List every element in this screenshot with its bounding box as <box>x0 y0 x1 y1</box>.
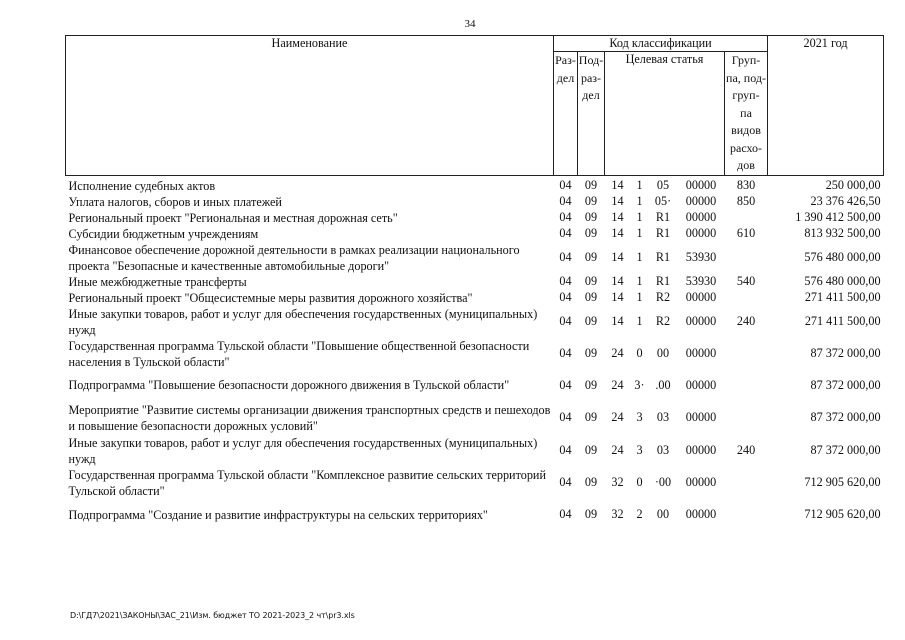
row-target-event: R1 <box>655 250 671 264</box>
row-podrazdel: 09 <box>584 314 598 328</box>
row-amount: 1 390 412 500,00 <box>795 210 881 224</box>
header-expense-group <box>725 52 768 176</box>
row-target-program: 14 <box>611 290 624 304</box>
row-razdel: 04 <box>559 443 572 457</box>
row-amount: 712 905 620,00 <box>804 507 881 521</box>
header-target-article: Целевая статья <box>605 52 725 176</box>
row-target-event: ·00 <box>654 475 672 489</box>
budget-table <box>65 35 884 531</box>
row-name: Иные закупки товаров, работ и услуг для обеспечения государственных (муниципальных) нужд <box>68 435 538 466</box>
row-expense-group <box>725 242 768 274</box>
table-row <box>66 210 884 226</box>
row-target-direction: 53930 <box>685 250 717 264</box>
table-row <box>66 338 884 370</box>
row-name: Государственная программа Тульской области "Повышение общественной безопасности населения в Тульской области" <box>68 338 530 369</box>
row-amount: 250 000,00 <box>825 178 881 192</box>
row-target-event: R1 <box>655 210 671 224</box>
row-target-subprogram: 0 <box>636 346 643 360</box>
row-razdel: 04 <box>559 210 572 224</box>
row-razdel: 04 <box>559 290 572 304</box>
row-target-subprogram: 1 <box>636 290 643 304</box>
table-row <box>66 435 884 467</box>
row-target-direction: 00000 <box>685 507 717 521</box>
header-razdel <box>554 52 578 176</box>
row-target-program: 32 <box>611 507 624 521</box>
table-body <box>66 175 884 531</box>
header-podrazdel-text: Под- раз- дел <box>578 53 604 102</box>
row-target-event: R1 <box>655 226 671 240</box>
row-name: Субсидии бюджетным учреждениям <box>68 226 259 241</box>
row-target-event: 05 <box>656 178 670 192</box>
table-row <box>66 306 884 338</box>
table-row <box>66 226 884 242</box>
row-podrazdel: 09 <box>584 507 598 521</box>
row-target-program: 14 <box>611 250 624 264</box>
table-row <box>66 290 884 306</box>
row-target-program: 24 <box>611 410 624 424</box>
row-razdel: 04 <box>559 346 572 360</box>
row-amount: 87 372 000,00 <box>810 346 881 360</box>
row-target-program: 14 <box>611 194 624 208</box>
header-expense-group-text: Груп- па, под- груп- па видов расхо- дов <box>726 53 766 172</box>
row-expense-group <box>725 370 768 401</box>
row-name: Региональный проект "Региональная и местная дорожная сеть" <box>68 210 398 225</box>
row-expense-group: 240 <box>736 314 756 328</box>
table-row <box>66 499 884 531</box>
row-target-subprogram: 3· <box>634 377 645 392</box>
row-target-direction: 00000 <box>685 290 717 304</box>
row-target-subprogram: 3 <box>636 410 643 424</box>
row-name: Исполнение судебных актов <box>68 178 216 193</box>
row-target-subprogram: 1 <box>636 250 643 264</box>
table-row <box>66 401 884 435</box>
row-target-direction: 00000 <box>685 475 717 489</box>
file-path-footer: D:\ГД7\2021\ЗАКОНЫ\ЗАС_21\Изм. бюджет ТО 2021-2023_2 чт\pr3.xls <box>70 611 355 620</box>
row-amount: 23 376 426,50 <box>810 194 881 208</box>
row-name: Подпрограмма "Создание и развитие инфраструктуры на сельских территориях" <box>68 507 488 522</box>
table-row <box>66 175 884 194</box>
row-target-program: 24 <box>611 443 624 457</box>
table-row <box>66 274 884 290</box>
row-name: Мероприятие "Развитие системы организации движения транспортных средств и пешеходов и повышение безопасности дорожных условий" <box>68 402 551 433</box>
row-expense-group <box>725 401 768 435</box>
table-row <box>66 242 884 274</box>
row-razdel: 04 <box>559 475 572 489</box>
page-number: 34 <box>464 18 476 30</box>
row-target-subprogram: 1 <box>636 226 643 240</box>
row-razdel: 04 <box>559 226 572 240</box>
row-target-direction: 00000 <box>685 377 717 392</box>
row-podrazdel: 09 <box>584 410 598 424</box>
row-podrazdel: 09 <box>584 346 598 360</box>
row-expense-group: 850 <box>736 194 756 208</box>
row-target-program: 14 <box>611 314 624 328</box>
row-expense-group: 610 <box>736 226 756 240</box>
row-amount: 712 905 620,00 <box>804 475 881 489</box>
header-name: Наименование <box>66 36 554 176</box>
row-name: Иные закупки товаров, работ и услуг для обеспечения государственных (муниципальных) нужд <box>68 306 538 337</box>
row-target-event: R2 <box>655 290 671 304</box>
row-target-program: 24 <box>611 346 624 360</box>
row-amount: 271 411 500,00 <box>804 290 881 304</box>
row-target-program: 14 <box>611 226 624 240</box>
row-expense-group <box>725 210 768 226</box>
row-amount: 87 372 000,00 <box>810 410 881 424</box>
row-expense-group <box>725 338 768 370</box>
header-razdel-text: Раз- дел <box>555 53 576 85</box>
row-name: Иные межбюджетные трансферты <box>68 274 247 289</box>
row-amount: 87 372 000,00 <box>810 443 881 457</box>
row-name: Государственная программа Тульской области "Комплексное развитие сельских территорий Тульской области" <box>68 467 546 498</box>
header-classification-code: Код классификации <box>554 36 768 52</box>
row-target-direction: 53930 <box>685 274 717 288</box>
row-target-subprogram: 1 <box>636 314 643 328</box>
row-razdel: 04 <box>559 410 572 424</box>
row-podrazdel: 09 <box>584 194 598 208</box>
row-target-event: 03 <box>656 443 670 457</box>
row-target-direction: 00000 <box>685 178 717 192</box>
row-target-program: 32 <box>611 475 624 489</box>
row-expense-group: 240 <box>736 443 756 457</box>
row-target-event: 00 <box>656 507 670 521</box>
row-razdel: 04 <box>559 178 572 192</box>
row-target-event: 00 <box>656 346 670 360</box>
row-name: Финансовое обеспечение дорожной деятельности в рамках реализации национального проекта "Безопасные и качественные автомобильные дороги" <box>68 242 520 273</box>
row-amount: 576 480 000,00 <box>804 274 881 288</box>
row-target-direction: 00000 <box>685 194 717 208</box>
row-podrazdel: 09 <box>584 443 598 457</box>
row-target-direction: 00000 <box>685 410 717 424</box>
row-amount: 576 480 000,00 <box>804 250 881 264</box>
row-amount: 271 411 500,00 <box>804 314 881 328</box>
row-target-subprogram: 1 <box>636 210 643 224</box>
row-podrazdel: 09 <box>584 377 598 392</box>
row-razdel: 04 <box>559 194 572 208</box>
header-year: 2021 год <box>768 36 884 176</box>
table-row <box>66 194 884 210</box>
row-target-event: 05· <box>654 194 672 208</box>
row-target-subprogram: 3 <box>636 443 643 457</box>
row-target-event: 03 <box>656 410 670 424</box>
row-razdel: 04 <box>559 274 572 288</box>
row-razdel: 04 <box>559 250 572 264</box>
row-target-program: 14 <box>611 178 624 192</box>
row-razdel: 04 <box>559 377 572 392</box>
row-podrazdel: 09 <box>584 178 598 192</box>
row-expense-group <box>725 290 768 306</box>
row-podrazdel: 09 <box>584 226 598 240</box>
row-target-direction: 00000 <box>685 346 717 360</box>
row-podrazdel: 09 <box>584 274 598 288</box>
row-target-subprogram: 1 <box>636 194 643 208</box>
row-expense-group: 540 <box>736 274 756 288</box>
row-podrazdel: 09 <box>584 290 598 304</box>
header-podrazdel <box>578 52 605 176</box>
row-target-direction: 00000 <box>685 314 717 328</box>
row-target-program: 14 <box>611 210 624 224</box>
row-podrazdel: 09 <box>584 250 598 264</box>
row-amount: 87 372 000,00 <box>810 377 881 392</box>
row-target-event: R1 <box>655 274 671 288</box>
row-amount: 813 932 500,00 <box>804 226 881 240</box>
row-target-subprogram: 1 <box>636 178 643 192</box>
row-expense-group <box>725 499 768 531</box>
row-target-program: 14 <box>611 274 624 288</box>
row-target-direction: 00000 <box>685 443 717 457</box>
row-expense-group <box>725 467 768 499</box>
row-razdel: 04 <box>559 507 572 521</box>
row-target-subprogram: 1 <box>636 274 643 288</box>
row-target-subprogram: 2 <box>636 507 643 521</box>
table-row <box>66 370 884 401</box>
row-target-event: R2 <box>655 314 671 328</box>
row-podrazdel: 09 <box>584 210 598 224</box>
row-target-direction: 00000 <box>685 226 717 240</box>
row-target-event: .00 <box>655 377 671 392</box>
row-target-subprogram: 0 <box>636 475 643 489</box>
row-name: Уплата налогов, сборов и иных платежей <box>68 194 282 209</box>
row-target-program: 24 <box>611 377 624 392</box>
row-podrazdel: 09 <box>584 475 598 489</box>
row-razdel: 04 <box>559 314 572 328</box>
row-expense-group: 830 <box>736 178 756 192</box>
table-row <box>66 467 884 499</box>
row-name: Региональный проект "Общесистемные меры развития дорожного хозяйства" <box>68 290 473 305</box>
row-name: Подпрограмма "Повышение безопасности дорожного движения в Тульской области" <box>68 378 510 392</box>
row-target-direction: 00000 <box>685 210 717 224</box>
